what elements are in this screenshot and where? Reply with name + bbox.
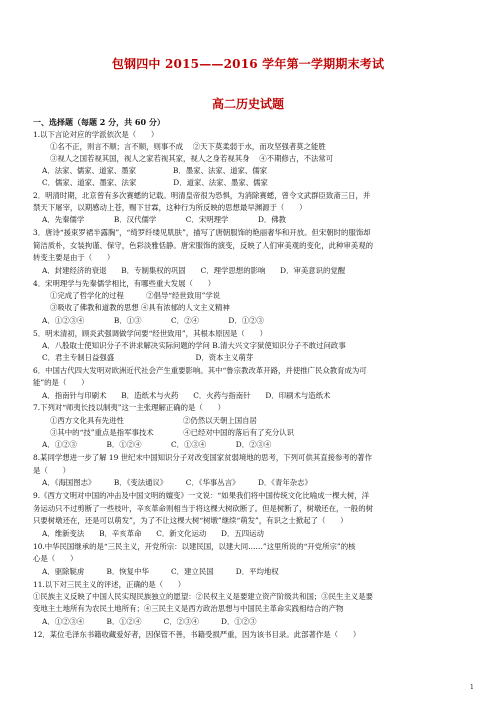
question-line: ③吸收了佛教和道教的思想 ④具有浓郁的人文主义精神: [50, 303, 230, 312]
question-line: A．维新变法 B．辛亥革命 C．新文化运动 D．五四运动: [42, 529, 264, 538]
question-line: 10.中华民国继承的是“三民主义，开党所宗：以建民国，以建大同……”这里所说的“开党所宗”的核: [33, 542, 356, 551]
question-line: 7.下列对“师夷长技以制夷”这一主张理解正确的是（ ）: [33, 403, 225, 412]
question-line: 1.以下言论对应的学派依次是（ ）: [33, 130, 159, 139]
question-line: ①名不正，则言不顺；言不顺，则事不成 ②天下莫柔弱于水，而攻坚强者莫之能胜: [50, 142, 326, 151]
question-line: ③其中的“技”重点是指军事技术 ④已经对中国的落后有了充分认识: [50, 428, 295, 437]
question-line: 简洁质朴，女装拘谨、保守，色彩淡雅恬静。唐宋服饰的演变，反映了人们审美观的变化，此种审美观的: [33, 241, 373, 250]
question-line: 3．唐诗“援束罗裙半露胸”，“绮罗纤缕见肌肤”，描写了唐朝服饰的艳丽奢华和开放。但宋朝时的服饰却: [33, 228, 371, 237]
question-line: 12．某位毛泽东书籍收藏爱好者，因保管不善，书籍受损严重，因为该书目录。此部著作是（ ）: [33, 630, 361, 639]
question-line: 能”的是（ ）: [33, 378, 89, 387]
question-line: 8.某同学想进一步了解 19 世纪末中国知识分子对改变国家贫弱境地的思考，下列可供其直接参考的著作: [33, 453, 372, 462]
question-line: 4．宋明理学与先秦儒学相比，有哪些重大发展（ ）: [33, 279, 216, 288]
question-line: A．法家、儒家、道家、墨家 B．墨家、法家、道家、儒家: [42, 166, 268, 175]
question-line: 2．明清时期，北京曾有多次赛蟋的记载。明清皇帝很为恐惧，为消除赛蟋，曾令文武群臣致斋三日，并: [33, 191, 371, 200]
page-number: 1: [470, 684, 474, 691]
question-line: A．驱除鞑虏 B．恢复中华 C．建立民国 D．平均地权: [42, 567, 279, 576]
question-line: 心是（ ）: [33, 554, 78, 563]
question-line: ①西方文化具有先进性 ②仍然以天朝上国自居: [50, 416, 257, 425]
question-line: A．指南针与印刷术 B．造纸术与火药 C．火药与指南针 D．印刷术与造纸术: [42, 391, 331, 400]
question-line: A．①②③④ B．①②④ C．②③④ D．①②③: [42, 617, 257, 626]
question-line: 变地主土地所有为农民土地所有；④三民主义是西方政治思想与中国民主革命实践相结合的产物: [33, 604, 344, 613]
question-line: ①完成了哲学化的过程 ②倡导“经世致用”学说: [50, 291, 221, 300]
question-line: 转变主要是由于（ ）: [33, 253, 115, 262]
question-line: A．封建经济的衰退 B．专制集权的巩固 C．理学思想的影响 D．审美意识的觉醒: [42, 266, 346, 275]
question-line: 5．明末清初，顾炎武强调做学问要“经世致用”，其根本原因是（ ）: [33, 329, 267, 338]
question-line: C．儒家、道家、墨家、法家 D．道家、法家、墨家、儒家: [42, 178, 268, 187]
question-line: A．①②③ B．①②④ C．①③④ D．②③④: [42, 440, 272, 449]
question-line: A．《海国图志》 B．《变法通议》 C．《华事丛言》 D．《青年杂志》: [42, 478, 312, 487]
question-line: A．①②③④ B．①③ C．②④ D．①②③: [42, 316, 264, 325]
question-line: 只要树墩还在，还是可以萌发”，为了不让这棵大树“树墩”继续“萌发”，有识之士掀起了（ ）: [33, 516, 348, 525]
question-line: 务运动只不过剪断了一些枝叶，辛亥革命则相当于将这棵大树砍断了。但是树断了，树墩还在，一般的树: [33, 504, 373, 513]
question-line: A．八股取士使知识分子不讲求解决实际问题的学问 B.清大兴文字狱使知识分子不敢过问政事: [42, 341, 346, 350]
question-line: A．先秦儒学 B．汉代儒学 C．宋明理学 D．佛教: [42, 215, 287, 224]
question-line: 9.《西方文明对中国的冲击及中国文明的嬗变》一文说：“如果我们将中国传统文化比喻成一棵大树，洋: [33, 491, 370, 500]
question-line: 禁天下屠宰，以期感动上苍，赐下甘霖，这种行为所反映的思想最早渊源于（ ）: [33, 203, 307, 212]
exam-subtitle: 高二历史试题: [211, 97, 284, 111]
question-line: 6．中国古代四大发明对欧洲近代社会产生重要影响。其中“鲁宗教改革开路，并使推广民众教育成为可: [33, 366, 367, 375]
question-line: ①民族主义反映了中国人民实现民族独立的愿望：②民权主义是要建立资产阶级共和国；③民生主义是要: [33, 592, 373, 601]
question-line: C．君主专制日益强盛 D．资本主义萌芽: [42, 353, 254, 362]
question-line: ③视人之国若视其国，视人之家若视其家，视人之身若视其身 ④不期修古，不法常可: [50, 154, 334, 163]
question-line: 是（ ）: [33, 466, 70, 475]
exam-title: 包钢四中 2015——2016 学年第一学期期末考试: [111, 57, 385, 71]
question-line: 11.以下对三民主义的评述，正确的是（ ）: [33, 580, 186, 589]
section-heading: 一、选择题（每题 2 分，共 60 分）: [33, 118, 165, 127]
